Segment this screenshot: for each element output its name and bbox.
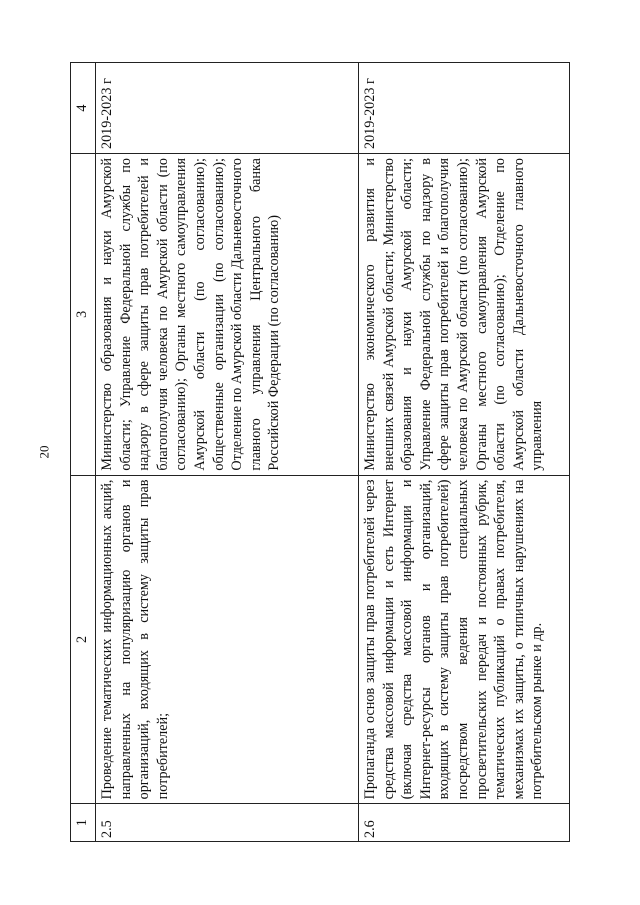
executor-line: Органы местного самоуправления Амурской области (по согласованию); <box>173 158 208 471</box>
page-number: 20 <box>36 445 52 459</box>
table-row <box>96 63 359 842</box>
header-col-4: 4 <box>71 63 96 154</box>
header-col-2: 2 <box>71 475 96 804</box>
executor-line: Министерство экономического развития и внешних связей Амурской области; <box>362 158 397 471</box>
period-cell: 2019-2023 г <box>359 63 570 154</box>
executor-line: Отделение по Амурской области Дальневосточного главного управления <box>492 158 546 471</box>
executor-line: Отделение по Амурской области Дальневосточного главного управления Центрального банка Российской Федерации (по согласованию) <box>229 158 283 471</box>
executor-line: Управление Федеральной службы по надзору в сфере защиты прав потребителей и благополучия человека по Амурской области (по согласованию); <box>417 158 471 471</box>
table-row <box>359 63 570 842</box>
measures-table <box>70 62 570 842</box>
executors-cell <box>96 154 359 476</box>
executors-cell <box>359 154 570 476</box>
period-cell: 2019-2023 г <box>96 63 359 154</box>
executor-line: общественные организации (по согласованию); <box>210 158 227 471</box>
executor-line: Министерство образования и науки Амурской области; <box>99 158 134 471</box>
rotated-page <box>70 62 570 842</box>
executor-line: Министерство образования и науки Амурской области; <box>380 158 416 471</box>
header-row <box>71 63 96 842</box>
activity-cell: Пропаганда основ защиты прав потребителей через средства массовой информации и сеть Интернет (включая средства массовой информации и Интернет-ресурсы органов и организаций, входящих в систему защиты прав потребителей) посредством ведения специальных просветительских передач и постоянных рубрик, тематических публикаций о правах потребителя, механизмах их защиты, о типичных нарушениях на потребительском рынке и др. <box>359 475 570 804</box>
activity-cell: Проведение тематических информационных акций, направленных на популяризацию органов и организаций, входящих в систему защиты прав потребителей; <box>96 475 359 804</box>
row-number: 2.6 <box>359 804 570 842</box>
header-col-3: 3 <box>71 154 96 476</box>
executor-line: Управление Федеральной службы по надзору в сфере защиты прав потребителей и благополучия человека по Амурской области (по согласованию); <box>117 158 190 471</box>
executor-line: Органы местного самоуправления Амурской области (по согласованию); <box>473 158 509 471</box>
header-col-1: 1 <box>71 804 96 842</box>
row-number: 2.5 <box>96 804 359 842</box>
